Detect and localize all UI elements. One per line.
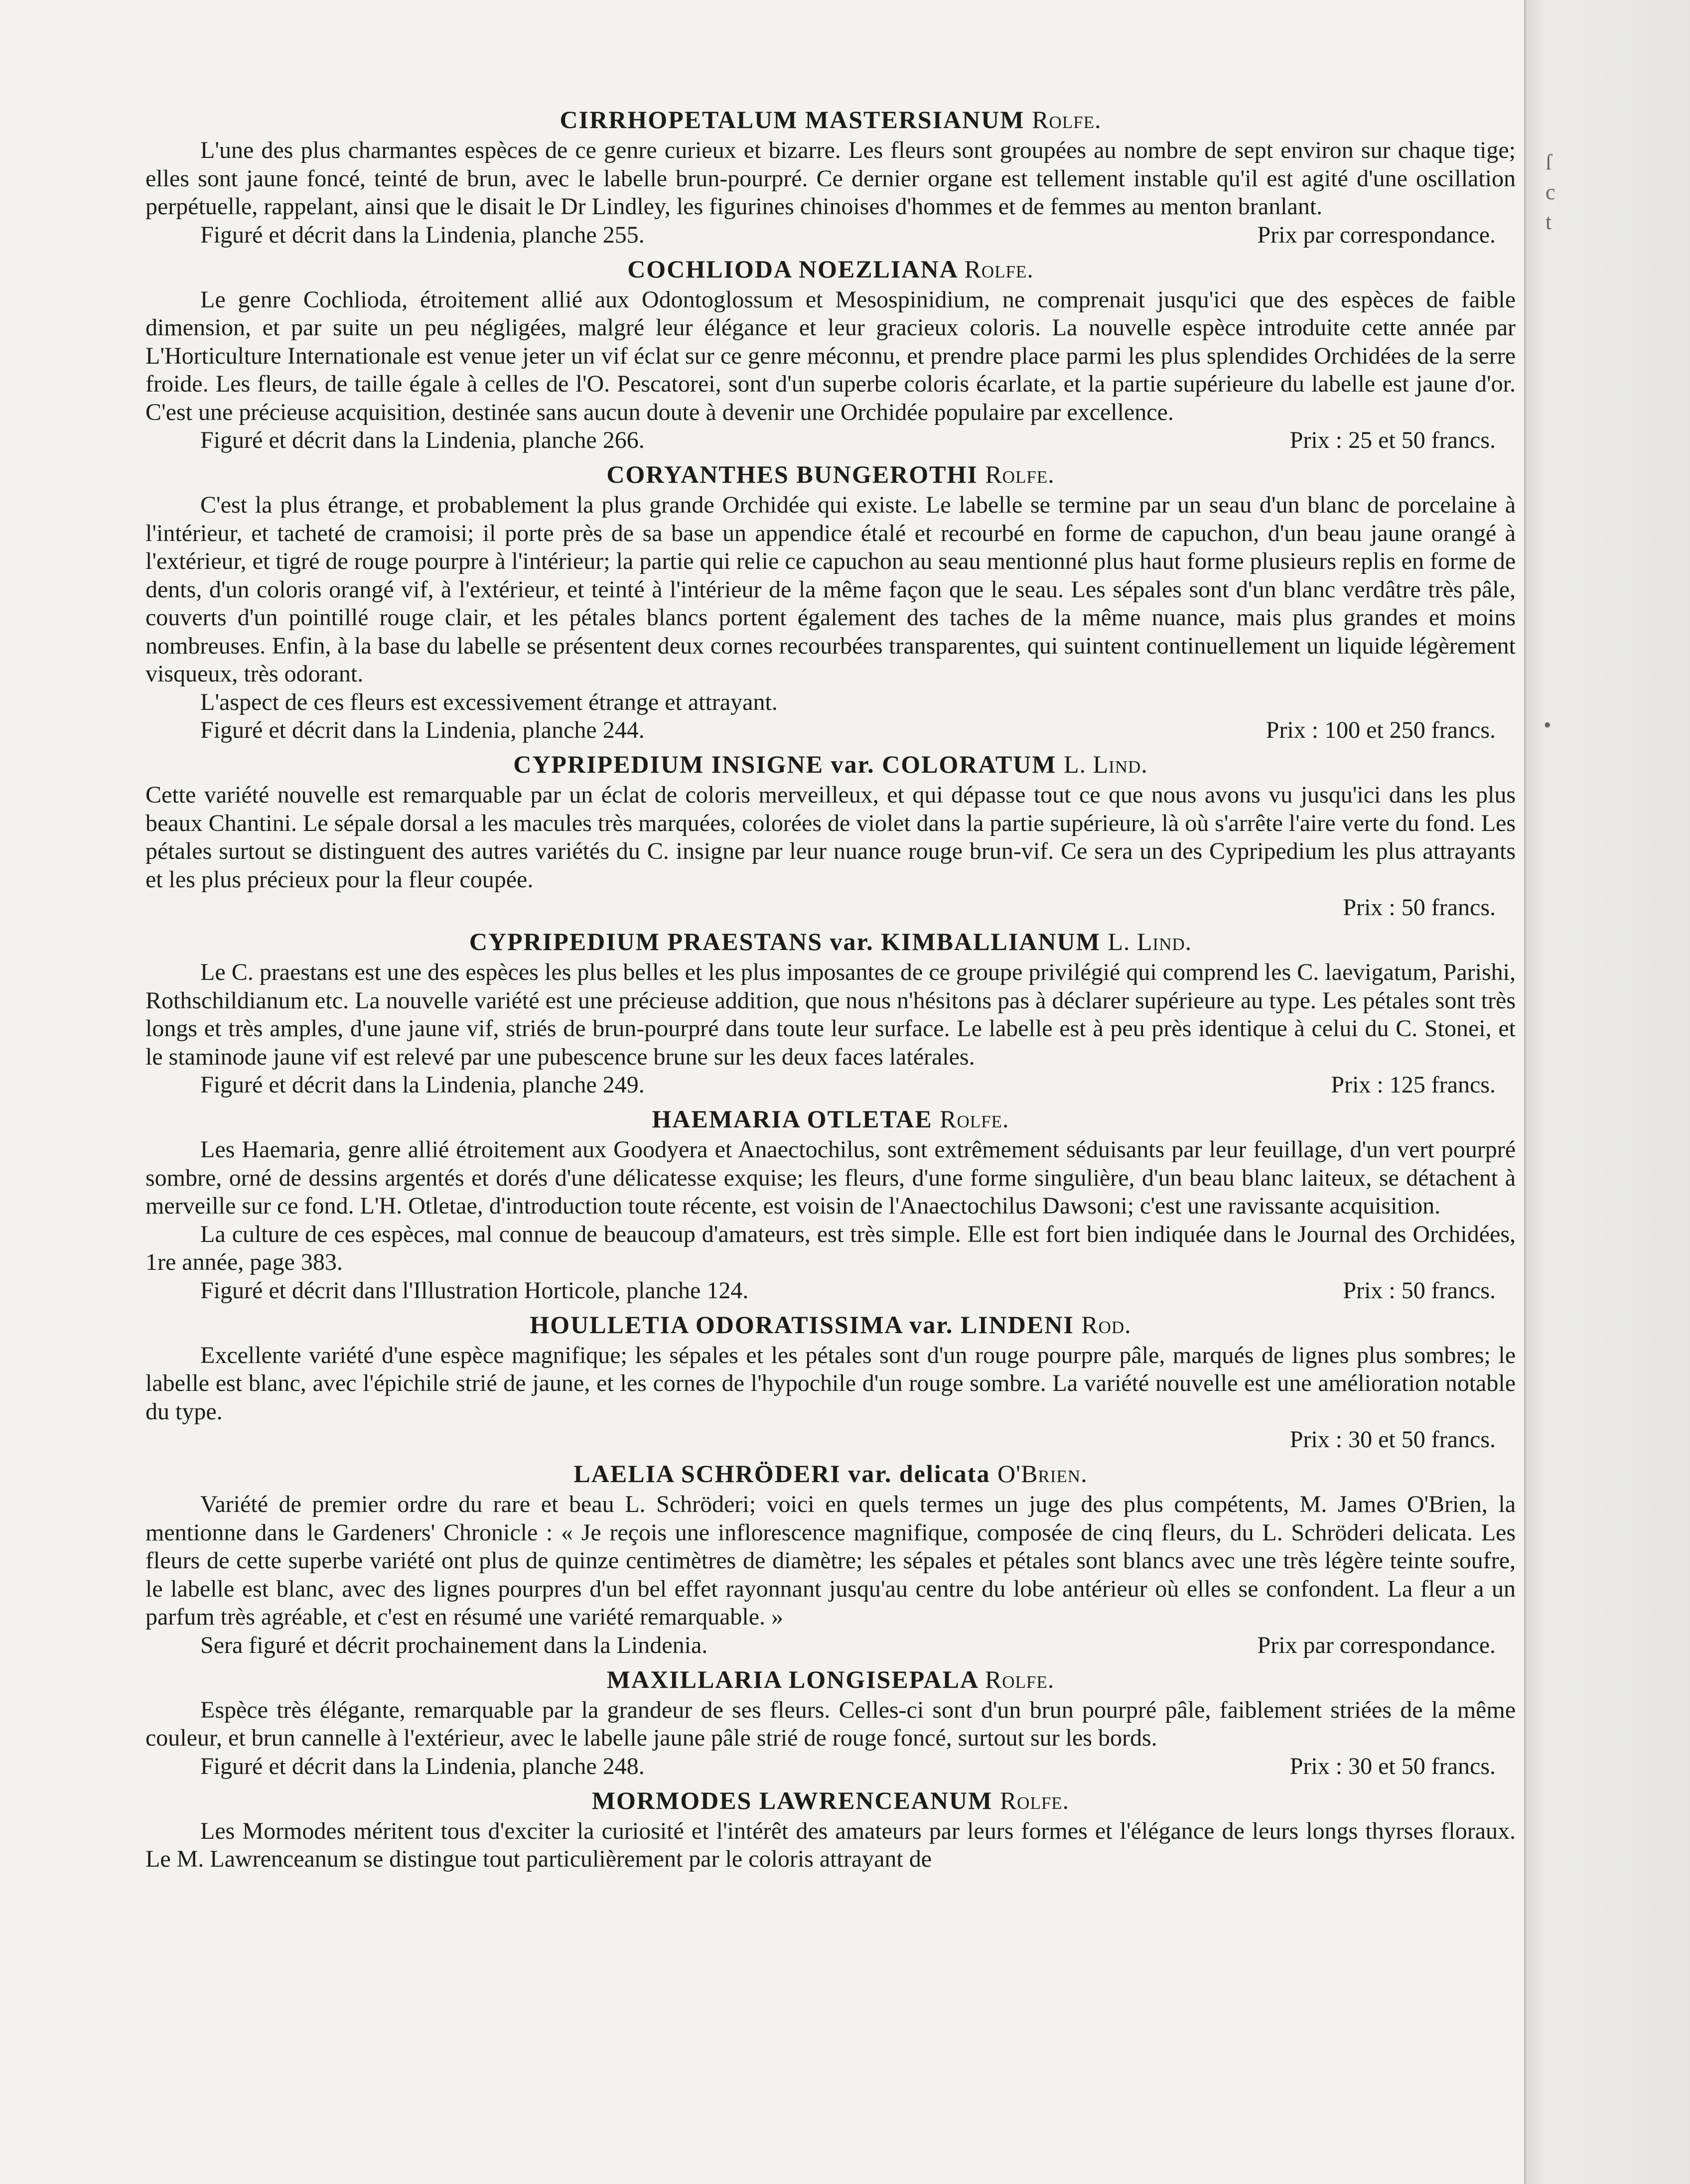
entry-footer <box>145 1632 1516 1659</box>
adjacent-page-edge <box>1524 0 1690 2184</box>
entry-laelia <box>145 1458 1516 1659</box>
figure-reference: Figuré et décrit dans la Lindenia, planche 255. <box>200 221 645 248</box>
entry-paragraph: Le C. praestans est une des espèces les plus belles et les plus imposantes de ce groupe privilégié qui comprend les C. laevigatum, Parishi, Rothschildianum etc. La nouvelle variété est une précieuse addition, que nous n'hésitons pas à déclarer supérieure au type. Les pétales sont très longs et très amples, d'une jaune vif, striés de brun-pourpré dans toute leur surface. Le labelle est à peu près identique à celui du C. Stonei, et le staminode jaune vif est relevé par une pubescence brune sur les deux faces latérales. <box>145 959 1516 1070</box>
entry-mormodes <box>145 1784 1516 1874</box>
entry-title: COCHLIODA NOEZLIANA Rolfe. <box>627 255 1034 283</box>
edge-mark: c <box>1546 180 1555 204</box>
entry-paragraph: L'aspect de ces fleurs est excessivement étrange et attrayant. <box>200 688 778 715</box>
entry-footer <box>145 1426 1516 1454</box>
figure-reference: Figuré et décrit dans la Lindenia, planche 249. <box>200 1072 645 1098</box>
entry-title: CYPRIPEDIUM PRAESTANS var. KIMBALLIANUM L. Lind. <box>469 928 1192 956</box>
price: Prix : 30 et 50 francs. <box>1289 1753 1496 1779</box>
entry-title: MORMODES LAWRENCEANUM Rolfe. <box>591 1786 1070 1814</box>
entry-footer <box>145 221 1516 249</box>
entry-cypripedium-praestans <box>145 926 1516 1099</box>
price: Prix : 50 francs. <box>1343 894 1496 921</box>
price: Prix : 25 et 50 francs. <box>1289 427 1496 453</box>
price: Prix : 125 francs. <box>1331 1072 1496 1098</box>
entry-paragraph: Excellente variété d'une espèce magnifique; les sépales et les pétales sont d'un rouge pourpre pâle, marqués de lignes plus sombres; le labelle est blanc, avec l'épichile strié de jaune, et les cornes de l'hypochile d'un rouge sombre. La variété nouvelle est une amélioration notable du type. <box>145 1342 1516 1425</box>
entry-paragraph: Les Haemaria, genre allié étroitement aux Goodyera et Anaectochilus, sont extrêmement séduisants par leur feuillage, d'un vert pourpré sombre, orné de dessins argentés et dorés d'une délicatesse exquise; les fleurs, d'une forme singulière, d'un beau blanc laiteux, se détachent à merveille sur ce fond. L'H. Otletae, d'introduction toute récente, est voisin de l'Anaectochilus Dawsoni; c'est une ravissante acquisition. <box>145 1136 1516 1219</box>
price: Prix par correspondance. <box>1257 221 1496 248</box>
figure-reference: Sera figuré et décrit prochainement dans la Lindenia. <box>200 1632 708 1658</box>
entry-footer <box>145 426 1516 454</box>
entry-footer <box>145 1277 1516 1305</box>
entry-footer <box>145 1071 1516 1099</box>
price: Prix : 100 et 250 francs. <box>1266 717 1496 743</box>
entry-cypripedium-insigne <box>145 748 1516 922</box>
entry-title: HOULLETIA ODORATISSIMA var. LINDENI Rod. <box>530 1310 1131 1339</box>
figure-reference: Figuré et décrit dans la Lindenia, planche 244. <box>200 717 645 743</box>
entry-title: CIRRHOPETALUM MASTERSIANUM Rolfe. <box>560 106 1102 134</box>
entry-maxillaria <box>145 1663 1516 1780</box>
price: Prix par correspondance. <box>1257 1632 1496 1658</box>
entry-paragraph: Variété de premier ordre du rare et beau L. Schröderi; voici en quels termes un juge des plus compétents, M. James O'Brien, la mentionne dans le Gardeners' Chronicle : « Je reçois une inflorescence magnifique, composée de cinq fleurs, du L. Schröderi delicata. Les fleurs de cette superbe variété ont plus de quinze centimètres de diamètre; les sépales et pétales sont blancs avec une très légère teinte soufre, le labelle est blanc, avec des lignes pourpres d'un bel effet rayonnant jusqu'au centre du lobe antérieur où elles se confondent. La fleur a un parfum très agréable, et c'est en résumé une variété remarquable. » <box>145 1491 1516 1630</box>
edge-mark: t <box>1546 210 1552 234</box>
entry-paragraph: Cette variété nouvelle est remarquable par un éclat de coloris merveilleux, et qui dépasse tout ce que nous avons vu jusqu'ici dans les plus beaux Chantini. Le sépale dorsal a les macules très marquées, colorées de violet dans la partie supérieure, là où s'arrête l'aire verte du fond. Les pétales surtout se distinguent des autres variétés du C. insigne par leur nuance rouge brun-vif. Ce sera un des Cypripedium les plus attrayants et les plus précieux pour la fleur coupée. <box>145 782 1516 893</box>
figure-reference: Figuré et décrit dans l'Illustration Horticole, planche 124. <box>200 1277 749 1304</box>
entry-cochlioda <box>145 253 1516 455</box>
entry-houlletia <box>145 1309 1516 1454</box>
entry-title: MAXILLARIA LONGISEPALA Rolfe. <box>606 1665 1055 1693</box>
edge-mark: • <box>1544 713 1551 737</box>
entry-haemaria <box>145 1103 1516 1305</box>
document-page <box>145 100 1516 1874</box>
entry-title: LAELIA SCHRÖDERI var. delicata O'Brien. <box>573 1460 1088 1488</box>
figure-reference: Figuré et décrit dans la Lindenia, planche 248. <box>200 1753 645 1779</box>
entry-title: CORYANTHES BUNGEROTHI Rolfe. <box>606 460 1055 488</box>
entry-coryanthes <box>145 458 1516 744</box>
entry-footer <box>145 1753 1516 1780</box>
entry-footer <box>145 716 1516 744</box>
entry-paragraph: C'est la plus étrange, et probablement la plus grande Orchidée qui existe. Le labelle se termine par un seau d'un blanc de porcelaine à l'intérieur, et tacheté de cramoisi; il porte près de sa base un appendice étalé et recourbé en forme de capuchon, d'un beau jaune orangé à l'extérieur, et tigré de rouge pourpre à l'intérieur; la partie qui relie ce capuchon au seau mentionné plus haut forme plusieurs replis en forme de dents, d'un coloris orangé vif, à l'extérieur, et teinté à l'intérieur de la même façon que le seau. Les sépales sont d'un blanc verdâtre très pâle, couverts d'un pointillé rouge clair, et les pétales blancs portent également des taches de la même nuance, mais plus grandes et moins nombreuses. Enfin, à la base du labelle se présentent deux cornes recourbées transparentes, qui suintent continuellement un liquide légèrement visqueux, très odorant. <box>145 492 1516 687</box>
entry-paragraph: La culture de ces espèces, mal connue de beaucoup d'amateurs, est très simple. Elle est fort bien indiquée dans le Journal des Orchidées, 1re année, page 383. <box>145 1221 1516 1275</box>
entry-cirrhopetalum <box>145 104 1516 249</box>
entry-paragraph: L'une des plus charmantes espèces de ce genre curieux et bizarre. Les fleurs sont groupées au nombre de sept environ sur chaque tige; elles sont jaune foncé, teinté de brun, avec le labelle brun-pourpré. Ce dernier organe est tellement instable qu'il est agité d'une oscillation perpétuelle, rappelant, ainsi que le disait le Dr Lindley, les figurines chinoises d'hommes et de femmes au menton branlant. <box>145 137 1516 220</box>
entry-title: HAEMARIA OTLETAE Rolfe. <box>652 1105 1009 1133</box>
entry-paragraph: Les Mormodes méritent tous d'exciter la curiosité et l'intérêt des amateurs par leurs formes et l'élégance de leurs longs thyrses floraux. Le M. Lawrenceanum se distingue tout particulièrement par le coloris attrayant de <box>145 1817 1516 1872</box>
entry-paragraph: Le genre Cochlioda, étroitement allié aux Odontoglossum et Mesospinidium, ne comprenait jusqu'ici que des espèces de faible dimension, et par suite un peu négligées, malgré leur élégance et leur gracieux coloris. La nouvelle espèce introduite cette année par L'Horticulture Internationale est venue jeter un vif éclat sur ce genre méconnu, et prendre place parmi les plus splendides Orchidées de la serre froide. Les fleurs, de taille égale à celles de l'O. Pescatorei, sont d'un superbe coloris écarlate, et la partie supérieure du labelle est jaune d'or. C'est une précieuse acquisition, destinée sans aucun doute à devenir une Orchidée populaire par excellence. <box>145 286 1516 425</box>
entry-paragraph: Espèce très élégante, remarquable par la grandeur de ses fleurs. Celles-ci sont d'un brun pourpré pâle, faiblement striées de la même couleur, et brun cannelle à l'extérieur, avec le labelle jaune pâle strié de rouge foncé, surtout sur les bords. <box>145 1696 1516 1751</box>
edge-mark: ſ <box>1546 150 1552 174</box>
entry-footer <box>145 894 1516 922</box>
price: Prix : 30 et 50 francs. <box>1289 1426 1496 1453</box>
figure-reference: Figuré et décrit dans la Lindenia, planche 266. <box>200 427 645 453</box>
entry-title: CYPRIPEDIUM INSIGNE var. COLORATUM L. Lind. <box>513 750 1148 778</box>
price: Prix : 50 francs. <box>1343 1277 1496 1304</box>
